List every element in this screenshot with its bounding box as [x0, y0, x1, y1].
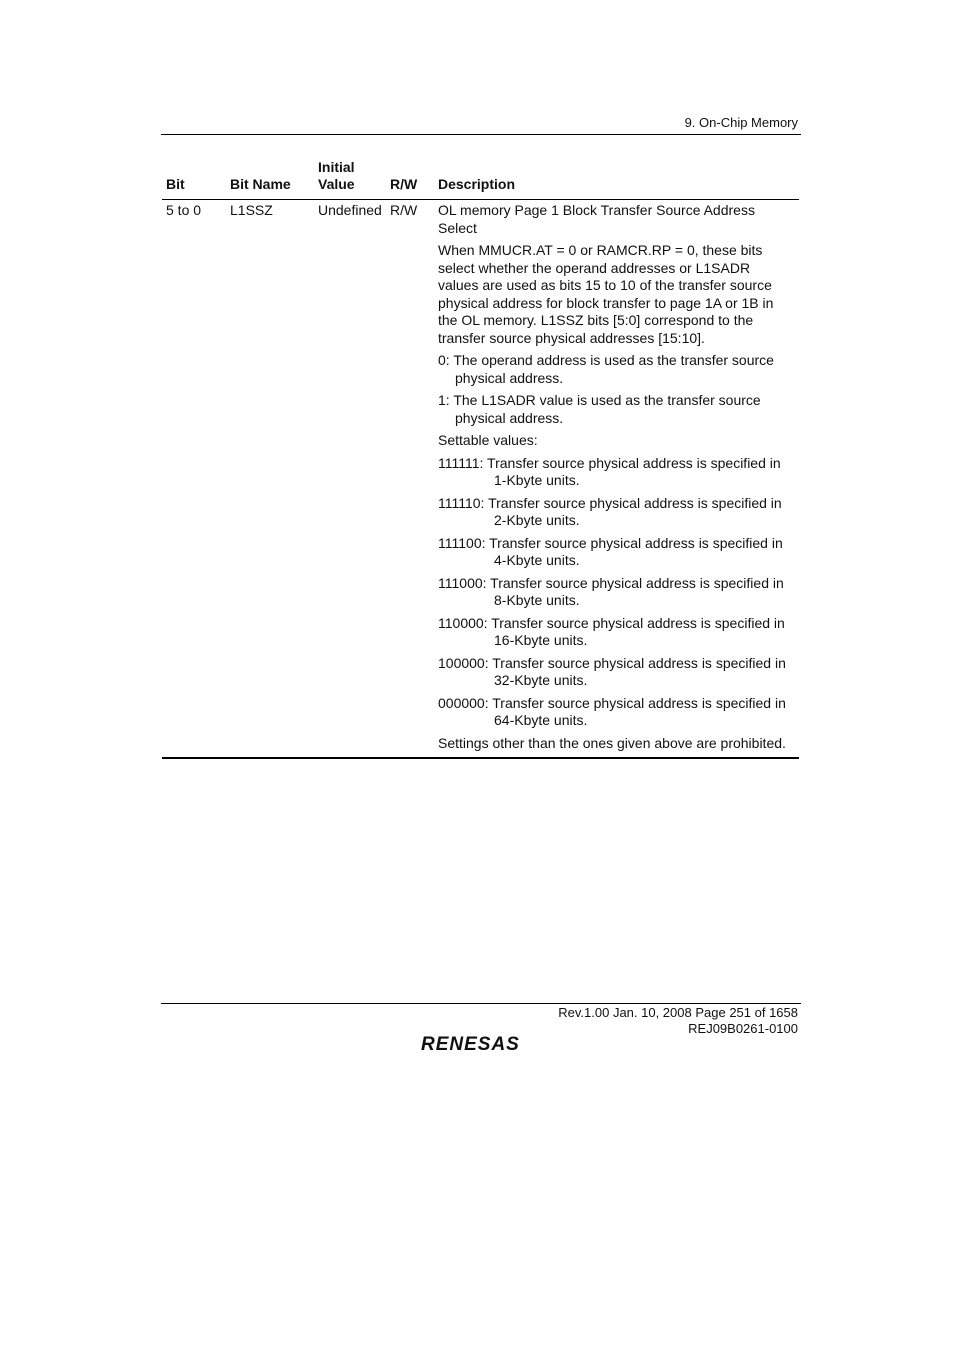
desc-option-1: 1: The L1SADR value is used as the transfer source physical address. — [438, 392, 761, 426]
cell-bit-name: L1SSZ — [230, 202, 273, 218]
desc-option-0: 0: The operand address is used as the transfer source physical address. — [438, 352, 774, 386]
desc-note: Settings other than the ones given above are prohibited. — [438, 734, 786, 751]
cell-bit: 5 to 0 — [166, 202, 202, 218]
desc-value-item: 110000: Transfer source physical address is specified in 16-Kbyte units. — [438, 614, 785, 648]
desc-value-item: 111000: Transfer source physical address is specified in 8-Kbyte units. — [438, 574, 784, 608]
cell-rw: R/W — [390, 202, 418, 218]
desc-title: OL memory Page 1 Block Transfer Source Address Select — [438, 202, 755, 236]
logo-text: RENESAS — [421, 1034, 520, 1053]
desc-value-item: 000000: Transfer source physical address is specified in 64-Kbyte units. — [438, 694, 786, 728]
footer — [0, 1005, 798, 1037]
cell-initial-value: Undefined — [318, 202, 382, 218]
section-header: 9. On-Chip Memory — [684, 115, 798, 130]
renesas-logo — [421, 1033, 541, 1053]
table-header — [162, 150, 799, 200]
register-table — [162, 150, 799, 759]
col-initial-value — [318, 159, 355, 193]
col-rw: R/W — [390, 176, 418, 192]
col-initial-line2: Value — [318, 176, 355, 192]
header-rule — [161, 134, 801, 135]
col-bit-name: Bit Name — [230, 176, 291, 192]
col-description: Description — [438, 176, 516, 192]
desc-value-item: 100000: Transfer source physical address is specified in 32-Kbyte units. — [438, 654, 786, 688]
desc-value-item: 111100: Transfer source physical address is specified in 4-Kbyte units. — [438, 534, 783, 568]
cell-description — [438, 200, 790, 752]
desc-value-item: 111111: Transfer source physical address is specified in 1-Kbyte units. — [438, 454, 781, 488]
desc-settable: Settable values: — [438, 432, 538, 448]
desc-body: When MMUCR.AT = 0 or RAMCR.RP = 0, these bits select whether the operand addresses or L1SADR values are used as bits 15 to 10 of the transfer source physical address for block transfer to page 1A or 1B in the OL memory. L1SSZ bits [5:0] correspond to the transfer source physical addresses [15:10]. — [438, 242, 774, 346]
desc-value-item: 111110: Transfer source physical address is specified in 2-Kbyte units. — [438, 494, 782, 528]
footer-doc-number: REJ09B0261-0100 — [688, 1021, 798, 1036]
col-bit: Bit — [166, 176, 185, 192]
footer-rule — [161, 1003, 801, 1004]
table-row — [162, 200, 799, 759]
col-initial-line1: Initial — [318, 159, 355, 175]
footer-revision: Rev.1.00 Jan. 10, 2008 Page 251 of 1658 — [558, 1005, 798, 1020]
